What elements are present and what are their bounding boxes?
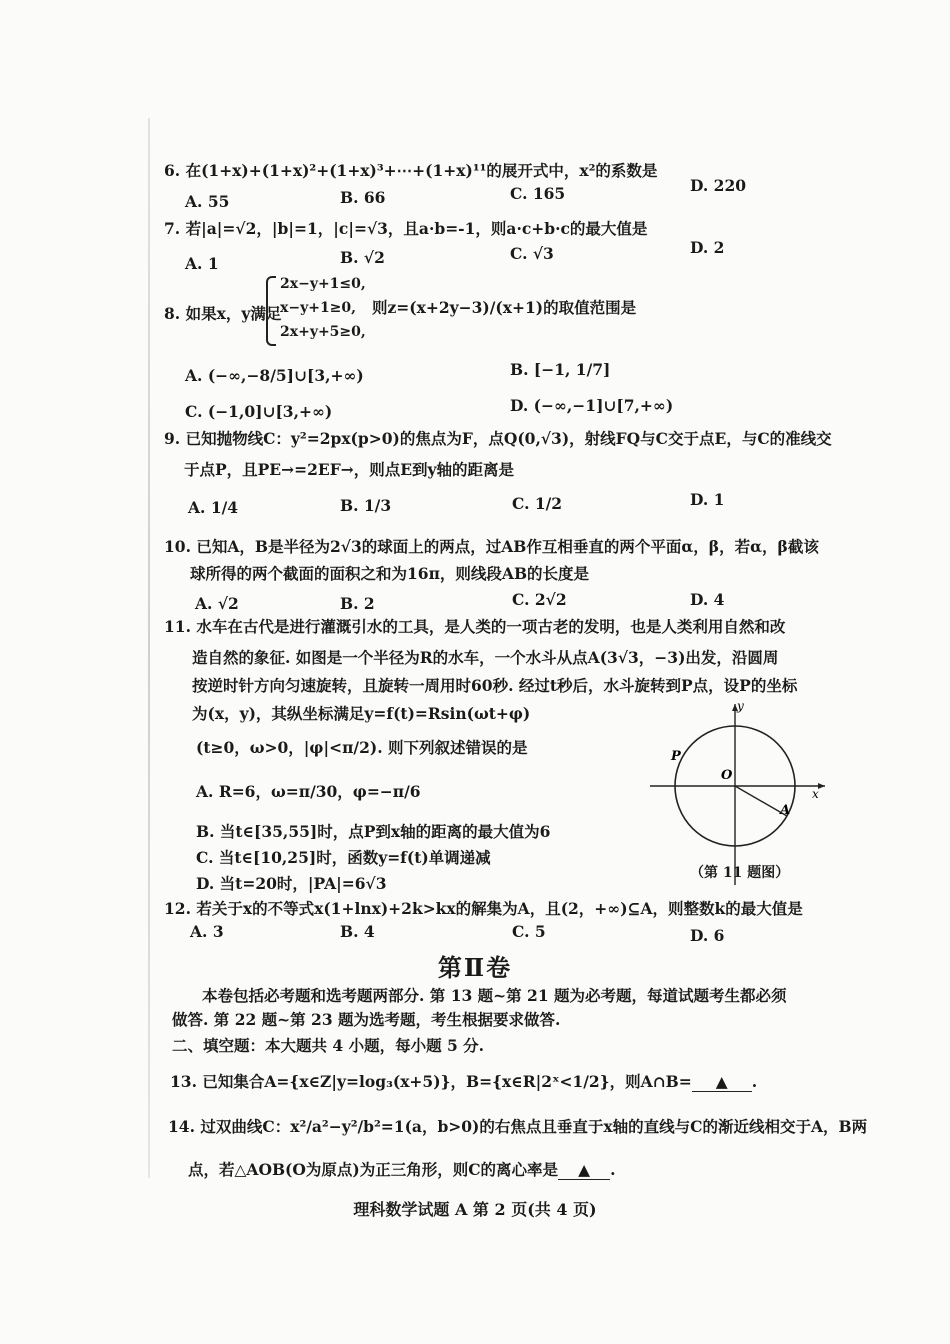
q12-option-a: A. 3 bbox=[190, 922, 224, 941]
q12-option-c: C. 5 bbox=[512, 922, 546, 941]
scan-edge bbox=[148, 118, 150, 1178]
q10-option-b: B. 2 bbox=[340, 594, 375, 613]
q9-option-d: D. 1 bbox=[690, 490, 725, 509]
q13-stem: 13. 已知集合A={x∈Z|y=log₃(x+5)}，B={x∈R|2ˣ<1/2}，则A∩B= bbox=[170, 1072, 692, 1091]
point-a-label: A bbox=[780, 803, 791, 818]
q8-condition-3: 2x+y+5≥0, bbox=[280, 324, 366, 340]
q13-answer-blank[interactable]: ▲ bbox=[692, 1072, 752, 1092]
q14-answer-blank[interactable]: ▲ bbox=[558, 1160, 610, 1180]
q6-option-a: A. 55 bbox=[185, 192, 230, 211]
q9-option-b: B. 1/3 bbox=[340, 496, 392, 515]
q7-option-d: D. 2 bbox=[690, 238, 725, 257]
q11-option-a: A. R=6，ω=π/30，φ=−π/6 bbox=[196, 782, 421, 801]
q13-line bbox=[170, 1070, 757, 1092]
q8-option-b: B. [−1, 1/7] bbox=[510, 360, 611, 379]
part2-intro-line2: 做答. 第 22 题~第 23 题为选考题，考生根据要求做答. bbox=[172, 1010, 561, 1029]
x-axis-arrow bbox=[818, 783, 825, 789]
q7-option-c: C. √3 bbox=[510, 244, 554, 263]
q10-option-c: C. 2√2 bbox=[512, 590, 567, 609]
q12-option-d: D. 6 bbox=[690, 926, 725, 945]
q10-option-a: A. √2 bbox=[195, 594, 239, 613]
q11-line-2: 造自然的象征. 如图是一个半径为R的水车，一个水斗从点A(3√3，−3)出发，沿圆周 bbox=[192, 648, 779, 667]
q12-option-b: B. 4 bbox=[340, 922, 375, 941]
q8-suffix: 则z=(x+2y−3)/(x+1)的取值范围是 bbox=[372, 298, 637, 317]
q8-brace bbox=[266, 276, 276, 346]
q9-option-c: C. 1/2 bbox=[512, 494, 563, 513]
part2-intro-line1: 本卷包括必考题和选考题两部分. 第 13 题~第 21 题为必考题，每道试题考生都必须 bbox=[202, 986, 787, 1005]
q14-end: . bbox=[610, 1160, 616, 1179]
part2-title: 第Ⅱ卷 bbox=[437, 953, 513, 982]
q11-option-c: C. 当t∈[10,25]时，函数y=f(t)单调递减 bbox=[196, 848, 491, 867]
page-footer: 理科数学试题 A 第 2 页(共 4 页) bbox=[353, 1200, 597, 1219]
q8-option-a: A. (−∞,−8/5]∪[3,+∞) bbox=[185, 366, 364, 385]
q11-option-d: D. 当t=20时，|PA|=6√3 bbox=[196, 874, 387, 893]
q6-stem: 6. 在(1+x)+(1+x)²+(1+x)³+⋯+(1+x)¹¹的展开式中，x²的系数是 bbox=[164, 161, 658, 180]
origin-label: O bbox=[721, 768, 733, 783]
q11-line-4: 为(x，y)，其纵坐标满足y=f(t)=Rsin(ωt+φ) bbox=[192, 704, 531, 723]
q8-option-c: C. (−1,0]∪[3,+∞) bbox=[185, 402, 333, 421]
y-axis-label: y bbox=[737, 700, 744, 713]
q9-stem-line1: 9. 已知抛物线C：y²=2px(p>0)的焦点为F，点Q(0,√3)，射线FQ与C交于点E，与C的准线交 bbox=[164, 429, 832, 448]
q11-line-3: 按逆时针方向匀速旋转，且旋转一周用时60秒. 经过t秒后，水斗旋转到P点，设P的坐标 bbox=[192, 676, 798, 695]
q11-option-b: B. 当t∈[35,55]时，点P到x轴的距离的最大值为6 bbox=[196, 822, 551, 841]
q12-stem: 12. 若关于x的不等式x(1+lnx)+2k>kx的解集为A，且(2，+∞)⊆A，则整数k的最大值是 bbox=[164, 899, 803, 918]
section-heading: 二、填空题：本大题共 4 小题，每小题 5 分. bbox=[172, 1036, 485, 1055]
figure-caption: （第 11 题图） bbox=[690, 865, 790, 881]
q10-stem-line2: 球所得的两个截面的面积之和为16π，则线段AB的长度是 bbox=[190, 564, 590, 583]
x-axis-label: x bbox=[812, 787, 819, 801]
q11-line-1: 11. 水车在古代是进行灌溉引水的工具，是人类的一项古老的发明，也是人类利用自然和改 bbox=[164, 617, 786, 636]
q9-stem-line2: 于点P，且PE→=2EF→，则点E到y轴的距离是 bbox=[184, 460, 515, 479]
q7-option-b: B. √2 bbox=[340, 248, 385, 267]
q9-option-a: A. 1/4 bbox=[188, 498, 239, 517]
q10-stem-line1: 10. 已知A，B是半径为2√3的球面上的两点，过AB作互相垂直的两个平面α，β，若α，β截该 bbox=[164, 537, 819, 556]
q13-end: . bbox=[751, 1072, 758, 1091]
q7-stem: 7. 若|a|=√2，|b|=1，|c|=√3，且a·b=-1，则a·c+b·c的最大值是 bbox=[164, 219, 648, 238]
q7-option-a: A. 1 bbox=[185, 254, 219, 273]
q8-prefix: 8. 如果x，y满足 bbox=[164, 304, 282, 323]
q8-option-d: D. (−∞,−1]∪[7,+∞) bbox=[510, 396, 674, 415]
q14-stem-line1: 14. 过双曲线C：x²/a²−y²/b²=1(a，b>0)的右焦点且垂直于x轴的直线与C的渐近线相交于A，B两 bbox=[168, 1117, 868, 1136]
q6-option-d: D. 220 bbox=[690, 176, 747, 195]
q6-option-c: C. 165 bbox=[510, 184, 566, 203]
q14-stem-line2: 点，若△AOB(O为原点)为正三角形，则C的离心率是 bbox=[188, 1160, 559, 1179]
q8-condition-1: 2x−y+1≤0, bbox=[280, 276, 366, 292]
q10-option-d: D. 4 bbox=[690, 590, 725, 609]
point-p-label: P bbox=[671, 749, 681, 764]
q11-line-5: (t≥0，ω>0，|φ|<π/2). 则下列叙述错误的是 bbox=[196, 738, 528, 757]
q6-option-b: B. 66 bbox=[340, 188, 386, 207]
q8-condition-2: x−y+1≥0, bbox=[280, 300, 357, 316]
q14-line2 bbox=[188, 1158, 615, 1180]
